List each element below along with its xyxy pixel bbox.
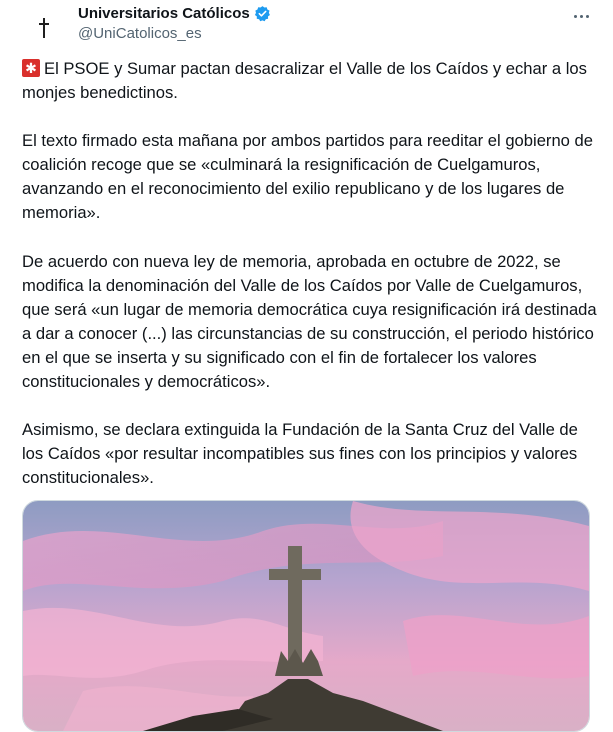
siren-emoji-icon — [22, 59, 40, 77]
tweet-paragraph: De acuerdo con nueva ley de memoria, aprobada en octubre de 2022, se modifica la denominación del Valle de los Caídos por Valle de Cuelgamuros, que será «un lugar de memoria democrática cuya resignificación irá destinada a dar a conocer (...) las circunstancias de su construcción, el periodo histórico en el que se inserta y su significado con el fin de fortalecer los valores constitucionales y democráticos». — [22, 251, 597, 392]
tweet-paragraph: Asimismo, se declara extinguida la Fundación de la Santa Cruz del Valle de los Caídos «por resultar incompatibles sus fines con los principios y valores constitucionales». — [22, 420, 578, 488]
avatar[interactable] — [22, 6, 66, 50]
tweet-header — [78, 2, 271, 42]
tweet-text — [22, 57, 597, 514]
handle[interactable]: @UniCatolicos_es — [78, 25, 202, 42]
verified-badge-icon[interactable] — [254, 5, 271, 22]
tweet-media-image[interactable] — [22, 500, 590, 732]
tweet-paragraph: ✱El PSOE y Sumar pactan desacralizar el Valle de los Caídos y echar a los monjes benedictinos. — [22, 57, 597, 105]
photo-cross-monument — [23, 501, 589, 731]
display-name[interactable]: Universitarios Católicos — [78, 4, 250, 22]
more-options-icon[interactable] — [569, 6, 593, 26]
tweet-paragraph: El texto firmado esta mañana por ambos partidos para reeditar el gobierno de coalición recoge que se «culminará la resignificación de Cuelgamuros, avanzando en el reconocimiento del exilio republicano y de los lugares de memoria». — [22, 131, 593, 223]
name-row — [78, 2, 271, 24]
cross-icon — [37, 18, 51, 38]
